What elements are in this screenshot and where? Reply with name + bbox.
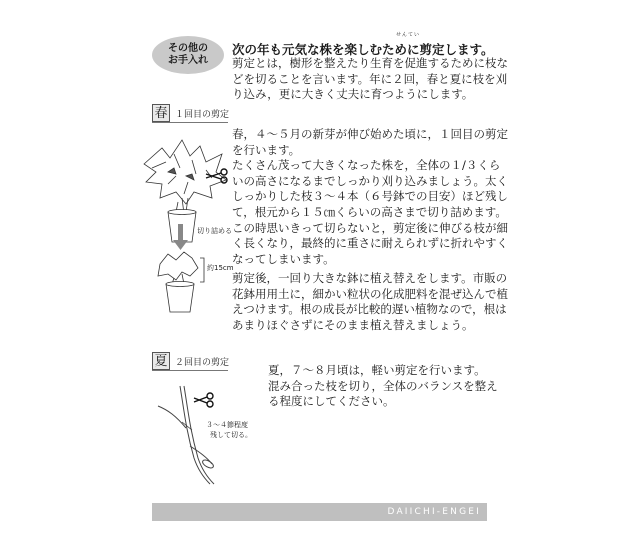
spring-section-header xyxy=(152,104,229,122)
headline-ruby: せんてい xyxy=(396,32,421,38)
summer-paragraph xyxy=(268,363,498,410)
repotting-line: あまりほぐさずにそのまま植え替えましょう。 xyxy=(232,317,474,332)
intro-line: り込み，更に大きく丈夫に育つようにします。 xyxy=(232,87,474,102)
node-note-2: 残して切る。 xyxy=(210,431,252,439)
intro-line: どを切ることを言います。年に２回，春と夏に枝を刈 xyxy=(232,71,508,86)
headline: 次の年も元気な株を楽しむために剪定します。 xyxy=(232,42,494,57)
summer-section-header xyxy=(152,352,229,370)
node-note-1: ３～４節程度 xyxy=(206,421,248,429)
intro-line: 剪定とは，樹形を整えたり生育を促進するために枝な xyxy=(232,56,508,70)
spring-section-label: １回目の剪定 xyxy=(175,109,230,120)
spring-line: を行います。 xyxy=(232,142,301,157)
stem-icon xyxy=(158,386,215,484)
scissors-icon xyxy=(194,393,213,407)
summer-season-box: 夏 xyxy=(152,352,170,370)
spring-line: なってしまいます。 xyxy=(232,251,335,266)
spring-divider xyxy=(152,122,228,123)
repotting-line: えつけます。根の成長が比較的遅い植物なので，根は xyxy=(232,302,507,317)
spring-line: て，根元から１５㎝くらいの高さまで切り詰めます。 xyxy=(232,204,507,219)
summer-line: る程度にしてください。 xyxy=(268,394,395,409)
other-care-badge xyxy=(152,36,224,74)
spring-line: たくさん茂って大きくなった株を，全体の１/３くら xyxy=(232,158,501,173)
summer-line: 混み合った枝を切り，全体のバランスを整え xyxy=(268,378,498,393)
spring-line: この時思いきって切らないと，剪定後に伸びる枝が細 xyxy=(232,220,508,235)
height-label: 約15cm xyxy=(207,264,234,272)
spring-line: いの高さになるまでしっかり刈り込みましょう。太く xyxy=(232,173,508,188)
badge-line-1: その他の xyxy=(168,43,208,54)
cut-back-label: 切り詰める xyxy=(197,227,232,235)
repotting-paragraph xyxy=(232,271,508,333)
spring-paragraph xyxy=(232,127,508,267)
intro-paragraph xyxy=(232,56,508,103)
pruned-plant-icon xyxy=(158,252,198,312)
spring-illustration xyxy=(140,128,230,348)
spring-line: しっかりした枝３～４本（６号鉢での目安）ほど残し xyxy=(232,189,508,204)
summer-section-label: ２回目の剪定 xyxy=(175,357,230,368)
spring-season-box: 春 xyxy=(152,104,170,122)
repotting-line: 花鉢用用土に，細かい粒状の化成肥料を混ぜ込んで植 xyxy=(232,286,508,301)
summer-divider xyxy=(152,370,228,371)
repotting-line: 剪定後，一回り大きな鉢に植え替えをします。市販の xyxy=(232,271,508,285)
badge-line-2: お手入れ xyxy=(168,55,208,66)
height-bracket xyxy=(200,258,204,282)
spring-line: く長くなり，最終的に重さに耐えられずに折れやすく xyxy=(232,236,508,251)
brand-footer: DAIICHI-ENGEI xyxy=(152,503,487,521)
summer-line: 夏，７～８月頃は，軽い剪定を行います。 xyxy=(268,363,486,377)
spring-line: 春，４～５月の新芽が伸び始めた頃に，１回目の剪定 xyxy=(232,127,508,141)
